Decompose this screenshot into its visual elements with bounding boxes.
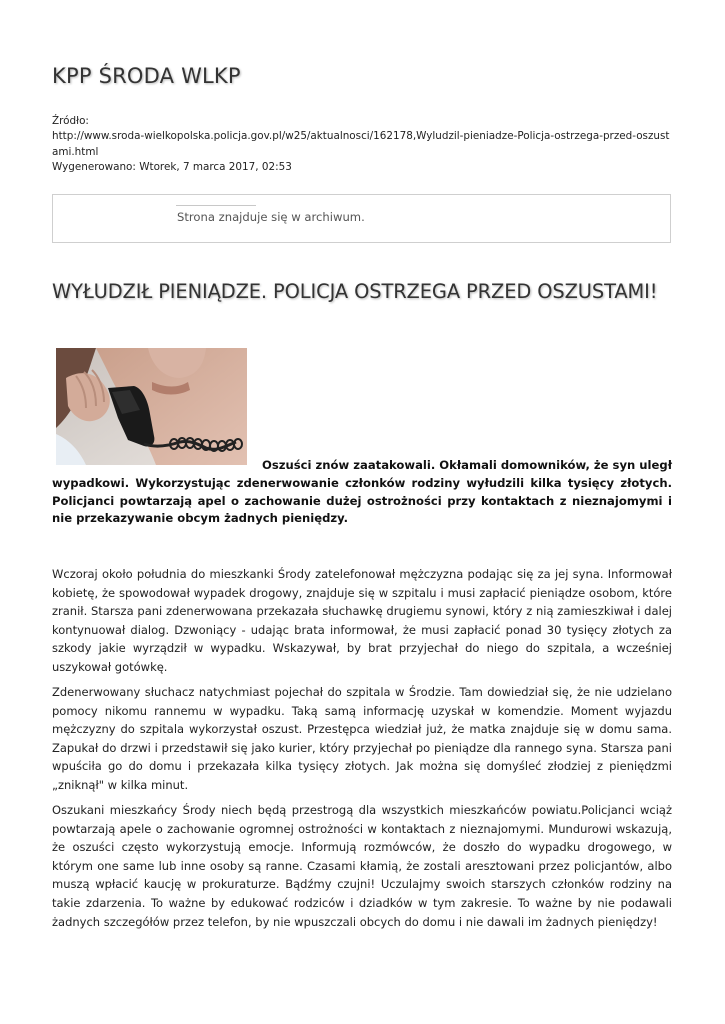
archive-note: Strona znajduje się w archiwum. bbox=[177, 210, 365, 224]
article-title: WYŁUDZIŁ PIENIĄDZE. POLICJA OSTRZEGA PRZED OSZUSTAMI! bbox=[52, 280, 658, 303]
article-paragraph: Oszukani mieszkańcy Środy niech będą przestrogą dla wszystkich mieszkańców powiatu.Policjanci wciąż powtarzają apele o zachowanie ogromnej ostrożności w kontaktach z nieznajomymi. Mundurowi wskazują, że oszuści często wykorzystują emocje. Informują rozmówców, że doszło do wypadku drogowego, w którym one same lub inne osoby są ranne. Czasami kłamią, że zostali aresztowani przez policjantów, albo muszą wpłacić kaucję w prokuraturze. Bądźmy czujni! Uczulajmy swoich starszych członków rodziny na takie zdarzenia. To ważne by edukować rodziców i dziadków w tym zakresie. To ważne by nie podawali żadnych szczegółów przez telefon, by nie wpuszczali obcych do domu i nie dawali im żadnych pieniędzy! bbox=[52, 803, 672, 929]
article-paragraph: Wczoraj około południa do mieszkanki Środy zatelefonował mężczyzna podając się za jej syna. Informował kobietę, że spowodował wypadek drogowy, znajduje się w szpitalu i musi zapłacić pieniądze osobom, które zranił. Starsza pani zdenerwowana przekazała słuchawkę drugiemu synowi, który z nią zamieszkiwał i dalej kontynuował dialog. Dzwoniący - udając brata informował, że musi zapłacić ponad 30 tysięcy złotych za szkody jakie wyrządził w wypadku. Wskazywał, by brat przyjechał do niego do szpitala, a wcześniej uszykował gotówkę. bbox=[52, 567, 672, 674]
archive-divider bbox=[176, 205, 256, 206]
document-meta bbox=[52, 114, 674, 176]
article-paragraph: Zdenerwowany słuchacz natychmiast pojechał do szpitala w Środzie. Tam dowiedział się, że nie udzielano pomocy nikomu rannemu w wypadku. Taką samą informację uzyskał w komendzie. Moment wyjazdu mężczyzny do szpitala wykorzystał oszust. Przestępca wiedział już, że matka znajduje się w domu sama. Zapukał do drzwi i przedstawił się jako kurier, który przyjechał po pieniądze dla rannego syna. Starsza pani wpuściła go do domu i przekazała kilka tysięcy złotych. Jak można się domyśleć złodziej z pieniędzmi „zniknął" w kilka minut. bbox=[52, 685, 672, 792]
article-photo bbox=[56, 348, 247, 465]
article-lead bbox=[52, 457, 672, 528]
archive-notice-box bbox=[52, 194, 671, 243]
woman-on-phone-image bbox=[56, 348, 247, 465]
lead-rest: wypadkowi. Wykorzystując zdenerwowanie członków rodziny wyłudzili kilka tysięcy złotych. Policjanci powtarzają apel o zachowanie dużej ostrożności przy kontaktach z nieznajomymi i nie przekazywanie obcym żadnych pieniędzy. bbox=[52, 475, 672, 526]
generated-date: Wygenerowano: Wtorek, 7 marca 2017, 02:53 bbox=[52, 161, 292, 174]
site-title: KPP ŚRODA WLKP bbox=[52, 64, 241, 88]
source-label: Źródło: bbox=[52, 115, 89, 127]
source-url: http://www.sroda-wielkopolska.policja.gov.pl/w25/aktualnosci/162178,Wyludzil-pieniadze-Policja-ostrzega-przed-oszustami.html bbox=[52, 130, 670, 158]
lead-first-line: Oszuści znów zaatakowali. Okłamali domowników, że syn uległ bbox=[262, 458, 672, 472]
